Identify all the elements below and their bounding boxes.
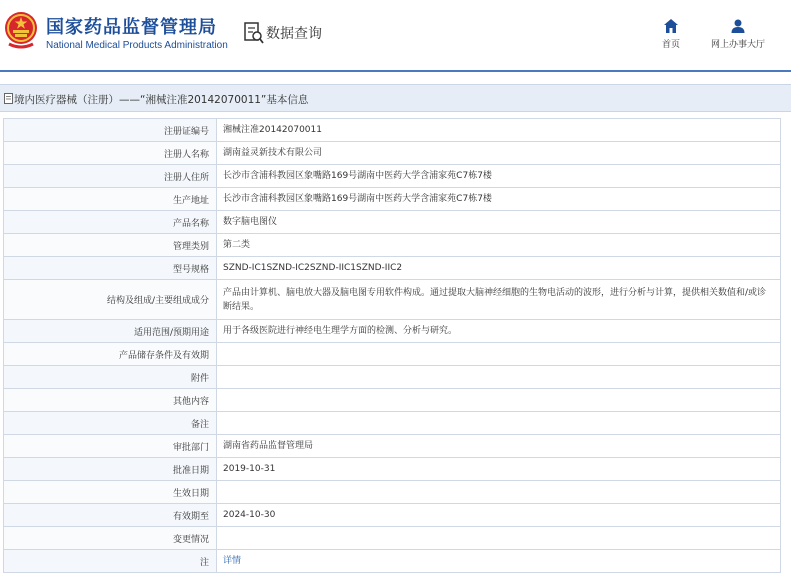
row-label: 有效期至 <box>4 504 217 527</box>
row-value: 2019-10-31 <box>217 458 781 481</box>
table-row <box>4 412 781 435</box>
data-query-icon <box>244 22 264 44</box>
row-label: 其他内容 <box>4 389 217 412</box>
table-row <box>4 527 781 550</box>
row-label: 产品储存条件及有效期 <box>4 343 217 366</box>
nav-home-link[interactable] <box>656 18 686 50</box>
document-icon <box>4 93 13 104</box>
row-value: 长沙市含浦科教园区象嘴路169号湖南中医药大学含浦家苑C7栋7楼 <box>217 165 781 188</box>
site-header <box>0 0 791 70</box>
table-row <box>4 343 781 366</box>
site-subtitle: National Medical Products Administration <box>46 40 228 51</box>
row-value: 2024-10-30 <box>217 504 781 527</box>
row-value: 湖南省药品监督管理局 <box>217 435 781 458</box>
table-row <box>4 188 781 211</box>
breadcrumb-text: 境内医疗器械（注册）——“湘械注准20142070011”基本信息 <box>14 94 309 106</box>
row-label: 变更情况 <box>4 527 217 550</box>
national-emblem-icon <box>4 10 38 50</box>
row-label: 批准日期 <box>4 458 217 481</box>
nav-online-hall-link[interactable] <box>706 18 770 50</box>
row-value: 湖南益灵新技术有限公司 <box>217 142 781 165</box>
row-label: 注 <box>4 550 217 573</box>
row-label: 结构及组成/主要组成成分 <box>4 280 217 320</box>
row-label: 审批部门 <box>4 435 217 458</box>
row-value <box>217 527 781 550</box>
home-icon <box>663 18 679 34</box>
table-row <box>4 481 781 504</box>
table-row <box>4 504 781 527</box>
user-icon <box>730 18 746 34</box>
header-divider <box>0 70 791 72</box>
row-value <box>217 481 781 504</box>
row-label: 管理类别 <box>4 234 217 257</box>
row-value <box>217 343 781 366</box>
table-row <box>4 458 781 481</box>
row-label: 生效日期 <box>4 481 217 504</box>
table-row <box>4 389 781 412</box>
row-value <box>217 550 781 573</box>
table-row <box>4 320 781 343</box>
row-value <box>217 389 781 412</box>
table-row <box>4 280 781 320</box>
table-row <box>4 257 781 280</box>
table-row <box>4 211 781 234</box>
row-value: 第二类 <box>217 234 781 257</box>
nav-home-label: 首页 <box>661 40 680 50</box>
table-row <box>4 550 781 573</box>
registration-info-table <box>3 118 781 573</box>
row-label: 型号规格 <box>4 257 217 280</box>
row-value: 产品由计算机、脑电放大器及脑电图专用软件构成。通过提取大脑神经细胞的生物电活动的波形，进行分析与计算，提供相关数值和/或诊断结果。 <box>217 280 781 320</box>
row-label: 生产地址 <box>4 188 217 211</box>
table-row <box>4 142 781 165</box>
table-row <box>4 165 781 188</box>
row-value <box>217 366 781 389</box>
row-label: 产品名称 <box>4 211 217 234</box>
row-value <box>217 412 781 435</box>
details-link[interactable]: 详情 <box>223 556 242 566</box>
row-value: SZND-IC1SZND-IC2SZND-IIC1SZND-IIC2 <box>217 257 781 280</box>
row-label: 适用范围/预期用途 <box>4 320 217 343</box>
row-value: 数字脑电图仪 <box>217 211 781 234</box>
nav-online-hall-label: 网上办事大厅 <box>710 40 765 50</box>
row-value: 长沙市含浦科教园区象嘴路169号湖南中医药大学含浦家苑C7栋7楼 <box>217 188 781 211</box>
site-title: 国家药品监督管理局 <box>46 17 217 38</box>
data-query-label: 数据查询 <box>266 26 322 42</box>
row-label: 备注 <box>4 412 217 435</box>
row-label: 注册证编号 <box>4 119 217 142</box>
row-label: 注册人名称 <box>4 142 217 165</box>
table-row <box>4 435 781 458</box>
row-label: 附件 <box>4 366 217 389</box>
table-row <box>4 119 781 142</box>
row-value: 湘械注准20142070011 <box>217 119 781 142</box>
table-row <box>4 234 781 257</box>
row-label: 注册人住所 <box>4 165 217 188</box>
table-row <box>4 366 781 389</box>
row-value: 用于各级医院进行神经电生理学方面的检测、分析与研究。 <box>217 320 781 343</box>
breadcrumb <box>0 84 791 112</box>
